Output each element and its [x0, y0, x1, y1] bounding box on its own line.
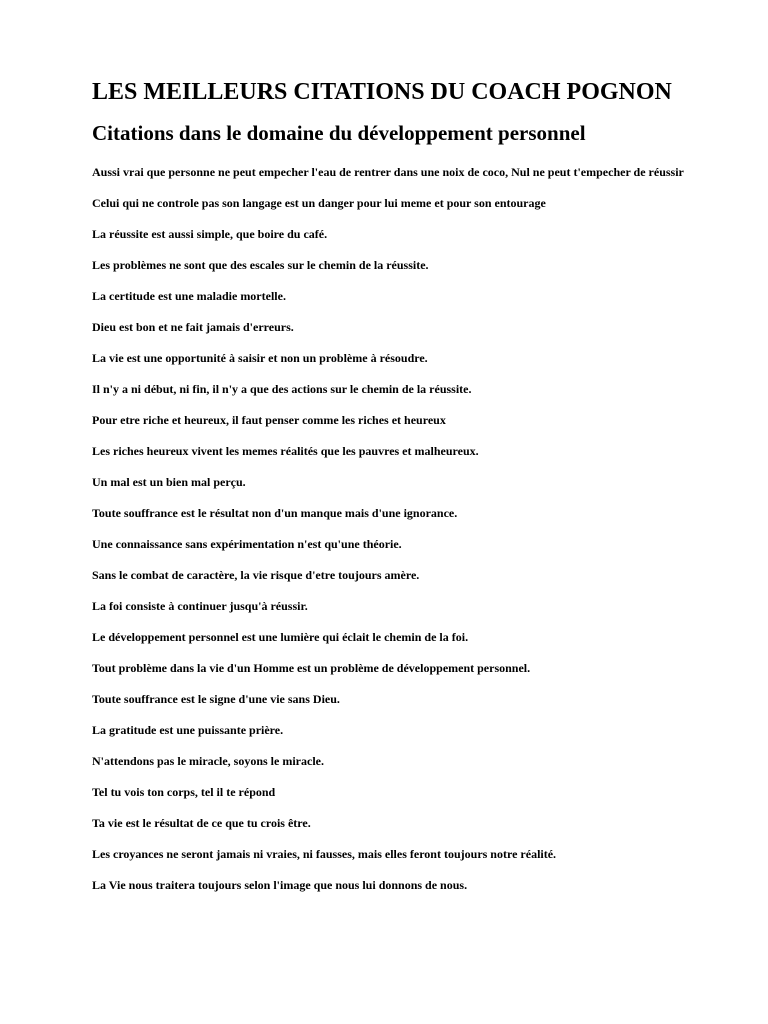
document-title: LES MEILLEURS CITATIONS DU COACH POGNON — [92, 79, 672, 105]
quote-item: Un mal est un bien mal perçu. — [92, 475, 246, 489]
quote-item: La vie est une opportunité à saisir et non un problème à résoudre. — [92, 351, 428, 365]
quote-item: N'attendons pas le miracle, soyons le miracle. — [92, 754, 324, 768]
quote-item: Aussi vrai que personne ne peut empecher l'eau de rentrer dans une noix de coco, Nul ne peut t'empecher de réussir — [92, 165, 684, 179]
quote-item: La Vie nous traitera toujours selon l'image que nous lui donnons de nous. — [92, 878, 468, 892]
quote-item: Tel tu vois ton corps, tel il te répond — [92, 785, 276, 799]
quote-item: Le développement personnel est une lumière qui éclait le chemin de la foi. — [92, 630, 469, 644]
quote-item: Les croyances ne seront jamais ni vraies, ni fausses, mais elles feront toujours notre réalité. — [92, 847, 557, 861]
quote-item: Dieu est bon et ne fait jamais d'erreurs. — [92, 320, 294, 334]
quote-item: Celui qui ne controle pas son langage est un danger pour lui meme et pour son entourage — [92, 196, 546, 210]
quote-item: Les riches heureux vivent les memes réalités que les pauvres et malheureux. — [92, 444, 479, 458]
quote-item: La gratitude est une puissante prière. — [92, 723, 284, 737]
quote-list — [92, 165, 722, 893]
quote-item: Les problèmes ne sont que des escales sur le chemin de la réussite. — [92, 258, 429, 272]
quote-item: La réussite est aussi simple, que boire du café. — [92, 227, 328, 241]
quote-item: Il n'y a ni début, ni fin, il n'y a que des actions sur le chemin de la réussite. — [92, 382, 472, 396]
quote-item: Tout problème dans la vie d'un Homme est un problème de développement personnel. — [92, 661, 531, 675]
quote-item: Toute souffrance est le signe d'une vie sans Dieu. — [92, 692, 340, 706]
document-subtitle: Citations dans le domaine du développement personnel — [92, 121, 586, 145]
quote-item: Pour etre riche et heureux, il faut penser comme les riches et heureux — [92, 413, 446, 427]
quote-item: Une connaissance sans expérimentation n'est qu'une théorie. — [92, 537, 402, 551]
quote-item: Ta vie est le résultat de ce que tu crois être. — [92, 816, 311, 830]
quote-item: La foi consiste à continuer jusqu'à réussir. — [92, 599, 308, 613]
document-page — [92, 0, 722, 909]
quote-item: La certitude est une maladie mortelle. — [92, 289, 286, 303]
quote-item: Toute souffrance est le résultat non d'un manque mais d'une ignorance. — [92, 506, 458, 520]
quote-item: Sans le combat de caractère, la vie risque d'etre toujours amère. — [92, 568, 420, 582]
